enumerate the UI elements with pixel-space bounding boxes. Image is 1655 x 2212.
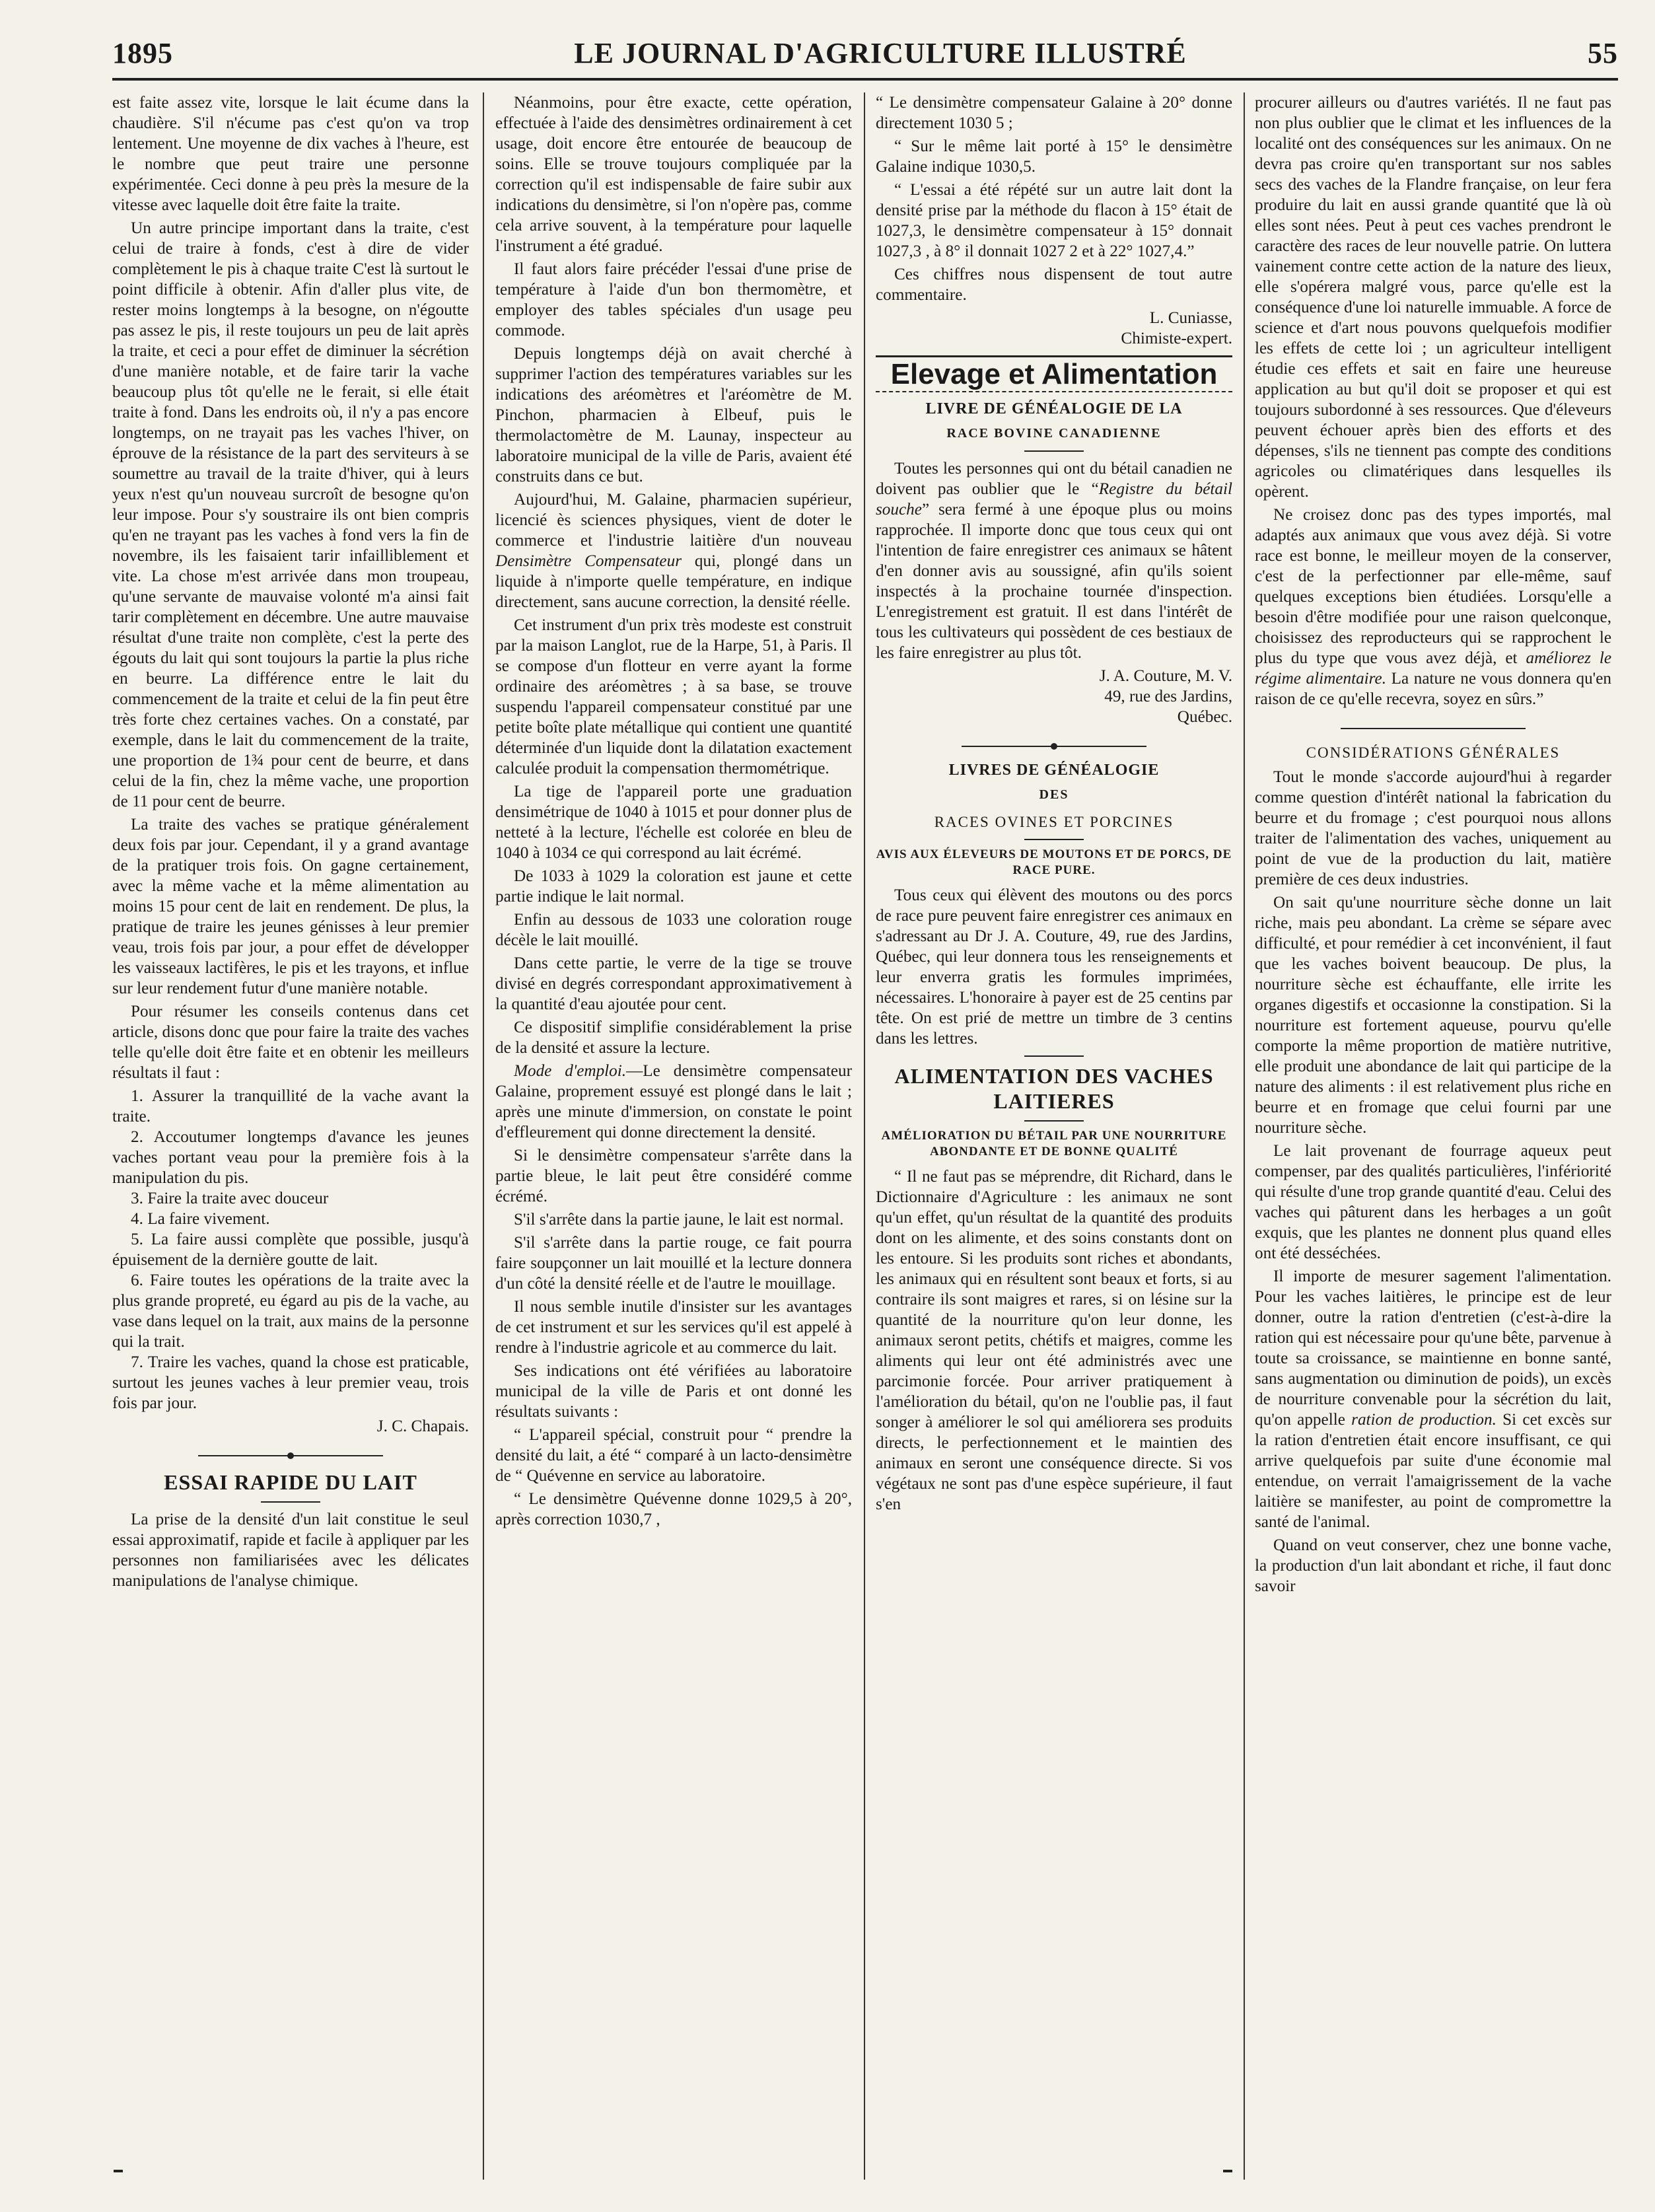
paragraph: “ L'appareil spécial, construit pour “ prendre la densité du lait, a été “ comparé à un lacto-densimètre de “ Quévenne en service au laboratoire.: [495, 1426, 852, 1485]
paragraph: Ces chiffres nous dispensent de tout autre commentaire.: [876, 266, 1232, 304]
text-run: Si cet excès sur la ration d'entretien était encore insuffisant, ce qui arrive quelquefois par suite d'une économie mal entendue, on verrait l'amaigrissement de la vache laitière se manifester, au point de compromettre la santé de l'animal.: [1255, 1411, 1611, 1531]
paragraph: procurer ailleurs ou d'autres variétés. Il ne faut pas non plus oublier que le climat et les influences de la localité ont des conséquences sur les animaux. On ne devra pas croire qu'en transportant sur nos sables secs des vaches de la Flandre française, on leur fera produire du lait en aussi grande quantité que là où elles sont nées. Peut à peut ces vaches prendront le caractère des races de leur nouvelle patrie. On luttera vainement contre cette action de la nature des lieux, elle s'opérera malgré vous, parce qu'elle est la conséquence d'une loi naturelle immuable. A force de science et d'art nous pouvons quelquefois modifier les effets de cette loi ; un agriculteur intelligent étudie ces effets et sait en faire une heureuse application au but qu'il doit se proposer et qui est toujours subordonné à ses ressources. Que d'éleveurs peuvent échouer après bien des efforts et des dépenses, s'ils ne tiennent pas compte des conditions agricoles ou climatériques dans lesquelles ils opèrent.: [1255, 94, 1611, 501]
column-divider: [483, 92, 484, 2180]
paragraph: Pour résumer les conseils contenus dans cet article, disons donc que pour faire la traite des vaches telle qu'elle doit être faite et en obtenir les meilleurs résultats il faut :: [112, 1003, 469, 1082]
short-rule: [1024, 839, 1084, 840]
paragraph: Ses indications ont été vérifiées au laboratoire municipal de la ville de Paris et ont donné les résultats suivants :: [495, 1362, 852, 1421]
signature-city: Québec.: [1177, 708, 1232, 726]
paragraph: Il faut alors faire précéder l'essai d'une prise de température à l'aide d'un bon thermomètre, et employer des tables spéciales d'un usage peu commode.: [495, 260, 852, 339]
ornament-divider: [198, 1451, 383, 1460]
paragraph: S'il s'arrête dans la partie rouge, ce fait pourra faire soupçonner un lait mouillé et la lecture donnera d'un côté la densité réelle et de l'autre le mouillage.: [495, 1234, 852, 1293]
list-item: 1. Assurer la tranquillité de la vache avant la traite.: [112, 1087, 469, 1125]
notice-heading: AVIS AUX ÉLEVEURS DE MOUTONS ET DE PORCS, DE RACE PURE.: [876, 847, 1232, 877]
short-rule: [261, 1501, 320, 1503]
paragraph: Ce dispositif simplifie considérablement la prise de la densité et assure la lecture.: [495, 1018, 852, 1057]
text-run: —Le densimètre compensateur Galaine, proprement essuyé est plongé dans le lait ; après une minute d'immersion, on constate le point d'effleurement qui donne directement la densité.: [495, 1062, 852, 1141]
text-run: Toutes les personnes qui ont du bétail canadien ne doivent pas oublier que le “: [876, 460, 1232, 498]
article-subtitle: RACES OVINES ET PORCINES: [934, 814, 1174, 830]
column-4: [1255, 92, 1611, 2173]
paragraph: Le lait provenant de fourrage aqueux peut compenser, par des qualités particulières, l'infériorité qui résulte d'une trop grande quantité d'eau. Celui des vaches qui pâturent dans les herbages a un goût exquis, que les plantes ne donnent plus quand elles ont été desséchées.: [1255, 1142, 1611, 1262]
emphasis: Densimètre Compensateur: [495, 552, 682, 570]
signature-name: J. A. Couture, M. V.: [1099, 667, 1232, 685]
paragraph: Un autre principe important dans la traite, c'est celui de traire à fonds, c'est à dire de vider complètement le pis à chaque traite C'est là surtout le point difficile à obtenir. Afin d'aller plus vite, de rester moins longtemps à la besogne, on n'égoutte pas assez le pis, il reste toujours un peu de lait après la traite, et ceci a pour effet de diminuer la sécrétion d'une manière notable, et de faire tarir la vache beaucoup plus tôt qu'elle ne le ferait, si elle était traite à fond. Dans les endroits où, il n'y a pas encore longtemps, on ne trayait pas les vaches l'hiver, on éprouve de la résistance de la part des serviteurs à se soumettre au travail de la traite d'hiver, qui à leurs yeux n'est qu'un nouveau surcroît de besogne qu'on leur impose. Pour s'y soustraire ils ont bien compris qu'en ne trayant pas les vaches à fond vers la fin de novembre, ils les faisaient tarir infailliblement et vite. La chose m'est arrivée dans mon troupeau, qu'une servante de mauvaise volonté m'a ainsi fait tarir complètement en décembre. Une autre mauvaise résultat d'une traite non complète, c'est la perte des égouts du lait qui sont toujours la partie la plus riche en beurre. La différence entre le lait du commencement de la traite et celui de la fin peut être très forte chez certaines vaches. On a constaté, par exemple, dans le lait du commencement de la traite, une proportion de 1¾ pour cent de beurre, et dans celui de la fin, chez la même vache, une proportion de 11 pour cent de beurre.: [112, 219, 469, 810]
signature-name: L. Cuniasse,: [1149, 309, 1232, 327]
article-subtitle: DES: [1039, 787, 1069, 802]
article-title: ESSAI RAPIDE DU LAIT: [164, 1470, 417, 1494]
column-divider: [864, 92, 865, 2180]
print-mark: [114, 2170, 123, 2172]
list-item: 3. Faire la traite avec douceur: [131, 1190, 329, 1207]
paragraph: Si le densimètre compensateur s'arrête dans la partie bleue, le lait peut être considéré comme écrémé.: [495, 1147, 852, 1205]
author-signature: J. C. Chapais.: [376, 1417, 469, 1435]
column-divider: [1244, 92, 1245, 2180]
article-subtitle: RACE BOVINE CANADIENNE: [946, 426, 1162, 441]
column-1: [112, 92, 469, 2173]
paragraph: [495, 1061, 852, 1143]
article-title: LIVRE DE GÉNÉALOGIE DE LA: [925, 400, 1183, 417]
paragraph: La tige de l'appareil porte une graduation densimétrique de 1040 à 1015 et pour donner plus de netteté à la lecture, l'échelle est colorée en bleu de 1040 à 1034 ce qui correspond au lait écrémé.: [495, 783, 852, 862]
emphasis: ration de production.: [1351, 1411, 1497, 1429]
section-subtitle: CONSIDÉRATIONS GÉNÉRALES: [1306, 744, 1561, 761]
paragraph: Cet instrument d'un prix très modeste est construit par la maison Langlot, rue de la Harpe, 51, à Paris. Il se compose d'un flotteur en verre ayant la forme ordinaire des aréomètres ; à sa base, se trouve suspendu l'appareil compensateur constitué par une petite boîte plate métallique qui contient une quantité déterminée d'un liquide dont la dilatation exactement calculée produit la compensation thermométrique.: [495, 616, 852, 777]
page-number: 55: [1587, 36, 1618, 69]
text-run: Ne croisez donc pas des types importés, mal adaptés aux animaux que vous avez déjà. Si votre race est bonne, le meilleur moyen de la conserver, c'est de la perfectionner par elle-même, sauf quelques exceptions bien étudiées. Lorsqu'elle a besoin d'être modifiée pour une raison quelconque, choisissez des reproducteurs qui se rapprochent le plus du type que vous avez déjà, et: [1255, 506, 1611, 667]
text-run: La nature ne vous donnera qu'en raison de ce qu'elle recevra, soyez en sûrs.”: [1255, 670, 1611, 708]
paragraph: [876, 458, 1232, 663]
author-signature: [876, 308, 1232, 349]
paragraph: De 1033 à 1029 la coloration est jaune et cette partie indique le lait normal.: [495, 867, 852, 906]
section-title: Elevage et Alimentation: [876, 355, 1232, 392]
journal-title: LE JOURNAL D'AGRICULTURE ILLUSTRÉ: [574, 36, 1187, 69]
column-2: [495, 92, 852, 2173]
paragraph: [495, 489, 852, 612]
article-subtitle: AMÉLIORATION DU BÉTAIL PAR UNE NOURRITURE ABONDANTE ET DE BONNE QUALITÉ: [881, 1129, 1227, 1159]
paragraph: [1255, 505, 1611, 709]
list-item: 5. La faire aussi complète que possible, jusqu'à épuisement de la dernière goutte de lait.: [112, 1231, 469, 1269]
paragraph: [1255, 1266, 1611, 1532]
paragraph: Tout le monde s'accorde aujourd'hui à regarder comme question d'intérêt national la fabrication du beurre et du fromage ; c'est pourquoi nous allons traiter de l'alimentation des vaches, uniquement au point de vue de la production du lait, matière première de ces deux industries.: [1255, 768, 1611, 888]
paragraph: La traite des vaches se pratique généralement deux fois par jour. Cependant, il y a grand avantage de la pratiquer trois fois. On gagne certainement, avec la même vache et la même alimentation au moins 15 pour cent de lait en rendement. De plus, la pratique de traire les jeunes génisses à leur premier veau, trois fois par jour, a pour effet de développer les vaisseaux lactifères, le pis et les trayons, et influe sur leur rendement futur d'une manière notable.: [112, 816, 469, 997]
article-title: LIVRES DE GÉNÉALOGIE: [948, 762, 1160, 779]
paragraph: “ Le densimètre compensateur Galaine à 20° donne directement 1030 5 ;: [876, 94, 1232, 132]
short-rule: [1024, 1055, 1084, 1057]
list-item: 2. Accoutumer longtemps d'avance les jeunes vaches portant veau pour la première fois à la manipulation du pis.: [112, 1128, 469, 1187]
signature-address: 49, rue des Jardins,: [1104, 688, 1232, 705]
ornament-divider: [1341, 724, 1526, 733]
list-item: 4. La faire vivement.: [131, 1210, 270, 1228]
paragraph: est faite assez vite, lorsque le lait écume dans la chaudière. S'il n'écume pas c'est qu'on va trop lentement. Une moyenne de dix vaches à l'heure, est le nombre que peut traire une personne expérimentée. Ceci donne à peu près la mesure de la vitesse avec laquelle doit être faite la traite.: [112, 94, 469, 214]
text-run: qui, plongé dans un liquide à n'importe quelle température, en indique directement, sans aucune correction, la densité réelle.: [495, 552, 852, 611]
masthead: [112, 33, 1618, 73]
list-item: 6. Faire toutes les opérations de la traite avec la plus grande propreté, eu égard au pis de la vache, au vase dans lequel on la trait, aux mains de la personne qui la trait.: [112, 1271, 469, 1351]
paragraph: Il nous semble inutile d'insister sur les avantages de cet instrument et sur les services qu'il est appelé à rendre à l'industrie agricole et au commerce du lait.: [495, 1298, 852, 1357]
emphasis: Registre du bétail souche: [876, 480, 1232, 518]
paragraph: Dans cette partie, le verre de la tige se trouve divisé en degrés correspondant approximativement à la quantité d'eau ajoutée pour cent.: [495, 954, 852, 1013]
paragraph: Tous ceux qui élèvent des moutons ou des porcs de race pure peuvent faire enregistrer ces animaux en s'adressant au Dr J. A. Couture, 49, rue des Jardins, Québec, qui leur donnera tous les renseignements et leur enverra gratis les formules imprimées, nécessaires. L'honoraire à payer est de 25 centins par tête. On est prié de mettre un timbre de 3 centins dans les lettres.: [876, 886, 1232, 1048]
short-rule: [1024, 1120, 1084, 1122]
paragraph: Quand on veut conserver, chez une bonne vache, la production d'un lait abondant et riche, il faut donc savoir: [1255, 1536, 1611, 1595]
paragraph: S'il s'arrête dans la partie jaune, le lait est normal.: [514, 1211, 844, 1229]
paragraph: Enfin au dessous de 1033 une coloration rouge décèle le lait mouillé.: [495, 911, 852, 949]
paragraph: “ Il ne faut pas se méprendre, dit Richard, dans le Dictionnaire d'Agriculture : les animaux ne sont qu'un effet, qu'un résultat de la quantité des produits dont on les alimente, et des soins constants dont on les entoure. Si les produits sont riches et abondants, les animaux qui en résultent sont beaux et forts, si au contraire ils sont maigres et rares, si on lésine sur la quantité de la nourriture qu'on leur donne, les animaux seront petits, chétifs et maigres, comme les aliments qui leur ont été administrés avec une parcimonie forcée. Pour arriver pratiquement à l'amélioration du bétail, qu'on ne l'oublie pas, il faut songer à améliorer le sol qui améliorera ses produits directs, le perfectionnement et le maintien des animaux en seront une conséquence directe. Si vos végétaux ne sont pas d'une espèce supérieure, il faut s'en: [876, 1168, 1232, 1513]
paragraph: “ Le densimètre Quévenne donne 1029,5 à 20°, après correction 1030,7 ,: [495, 1490, 852, 1528]
paragraph: “ L'essai a été répété sur un autre lait dont la densité prise par la méthode du flacon à 15° était de 1027,3, le densimètre compensateur à 15° donnait 1027,3 , à 8° il donnait 1027 2 et à 22° 1027,4.”: [876, 181, 1232, 260]
issue-year: 1895: [112, 36, 173, 69]
advice-list: [112, 1086, 469, 1413]
ornament-divider: [962, 742, 1146, 751]
paragraph: “ Sur le même lait porté à 15° le densimètre Galaine indique 1030,5.: [876, 137, 1232, 176]
emphasis: améliorez le régime alimentaire.: [1255, 649, 1611, 688]
author-signature: [876, 666, 1232, 727]
signature-title: Chimiste-expert.: [1121, 330, 1232, 347]
text-run: Aujourd'hui, M. Galaine, pharmacien supérieur, licencié ès sciences physiques, vient de doter le commerce et l'industrie laitière d'un nouveau: [495, 491, 852, 550]
header-rule: [112, 78, 1618, 81]
paragraph: Depuis longtemps déjà on avait cherché à supprimer l'action des températures variables sur les indications des aréomètres et l'aréomètre de M. Pinchon, pharmacien à Elbeuf, puis le thermolactomètre de M. Launay, inspecteur au laboratoire municipal de la ville de Paris, avaient été construits dans ce but.: [495, 345, 852, 485]
paragraph: La prise de la densité d'un lait constitue le seul essai approximatif, rapide et facile à appliquer par les personnes non familiarisées avec les délicates manipulations de l'analyse chimique.: [112, 1511, 469, 1590]
print-mark: [1223, 2170, 1232, 2172]
emphasis: Mode d'emploi.: [514, 1062, 627, 1080]
text-run: Il importe de mesurer sagement l'alimentation. Pour les vaches laitières, le principe est de leur donner, outre la ration d'entretien (c'est-à-dire la ration qui est nécessaire pour qu'une bête, parvenue à toute sa croissance, se maintienne en bonne santé, sans augmentation ou diminution de poids), un excès de nourriture convenable pour la sécrétion du lait, qu'on appelle: [1255, 1267, 1611, 1429]
paragraph: Néanmoins, pour être exacte, cette opération, effectuée à l'aide des densimètres ordinairement à cet usage, doit encore être entourée de beaucoup de soins. Elle se trouve toujours compliquée par la correction qu'il est indispensable de faire subir aux indications du densimètre, si l'on n'opère pas, comme cela arrive souvent, à la température pour laquelle l'instrument a été gradué.: [495, 94, 852, 255]
article-title: ALIMENTATION DES VACHES LAITIERES: [894, 1064, 1214, 1113]
paragraph: On sait qu'une nourriture sèche donne un lait riche, mais peu abondant. La crème se sépare avec difficulté, et pour remédier à cet inconvénient, il faut que les vaches boivent beaucoup. De plus, la nourriture sèche est échauffante, elle irrite les organes digestifs et occasionne la constipation. Si la nourriture est fortement aqueuse, pourvu qu'elle comporte la même proportion de matière nutritive, elle produit une abondance de lait qui participe de la nature des aliments : il est relativement plus riche en beurre et en fromage que celui fourni par une nourriture sèche.: [1255, 894, 1611, 1137]
column-3: [876, 92, 1232, 2173]
short-rule: [1024, 450, 1084, 452]
text-run: ” sera fermé à une époque plus ou moins rapprochée. Il importe donc que tous ceux qui ont l'intention de faire enregistrer ces animaux se hâtent d'en donner avis au soussigné, afin qu'ils soient inspectés à la prochaine tournée d'inspection. L'enregistrement est gratuit. Il est dans l'intérêt de tous les cultivateurs qui possèdent de ces bestiaux de les faire enregistrer au plus tôt.: [876, 501, 1232, 662]
list-item: 7. Traire les vaches, quand la chose est praticable, surtout les jeunes vaches à leur premier veau, trois fois par jour.: [112, 1353, 469, 1412]
